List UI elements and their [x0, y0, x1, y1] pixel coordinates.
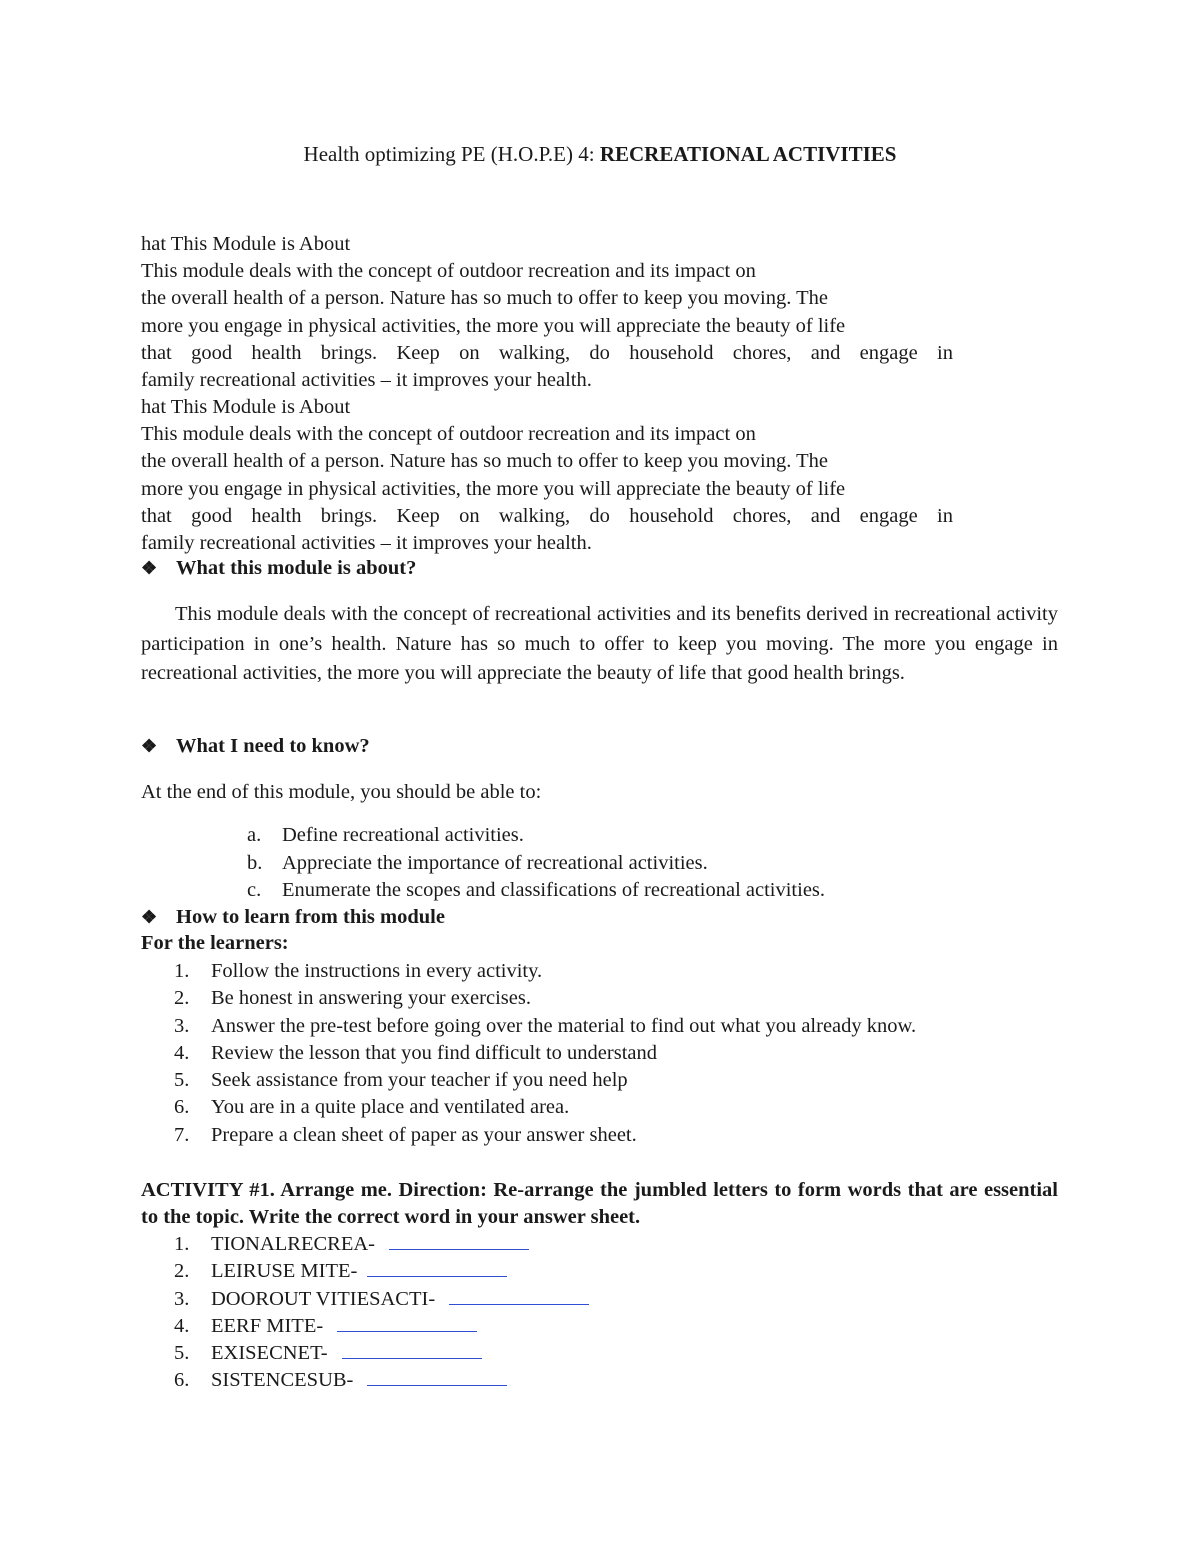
answer-blank[interactable] — [337, 1313, 477, 1332]
answer-blank[interactable] — [342, 1340, 482, 1359]
answer-blank[interactable] — [389, 1231, 529, 1250]
activity-items-list — [174, 1231, 589, 1395]
intro-block-1 — [141, 231, 953, 394]
list-marker: a. — [247, 824, 262, 846]
list-marker: 4. — [174, 1314, 190, 1337]
learner-steps-list — [174, 958, 916, 1149]
list-item — [174, 1013, 916, 1040]
answer-blank[interactable] — [367, 1367, 507, 1386]
list-item — [174, 1367, 589, 1394]
list-marker: b. — [247, 851, 263, 874]
intro-line: more you engage in physical activities, the more you will appreciate the beauty of life — [141, 314, 846, 337]
intro-block-2 — [141, 394, 953, 557]
section-heading-about — [141, 557, 416, 580]
list-item — [174, 1286, 589, 1313]
list-marker: c. — [247, 879, 262, 901]
list-item — [174, 1258, 589, 1285]
jumbled-word: DOOROUT VITIESACTI- — [211, 1287, 436, 1310]
list-marker: 3. — [174, 1287, 190, 1310]
list-marker: 1. — [174, 1233, 190, 1255]
list-item — [174, 985, 916, 1012]
intro-line: the overall health of a person. Nature has so much to offer to keep you moving. The — [141, 450, 828, 473]
list-text: Seek assistance from your teacher if you need help — [211, 1069, 628, 1092]
intro-line: family recreational activities – it improves your health. — [141, 532, 592, 555]
intro-line: more you engage in physical activities, the more you will appreciate the beauty of life — [141, 477, 846, 500]
jumbled-word: SISTENCESUB- — [211, 1369, 354, 1392]
list-marker: 5. — [174, 1342, 190, 1365]
heading-text: What this module is about? — [176, 557, 417, 579]
list-marker: 2. — [174, 987, 190, 1010]
page-title — [0, 142, 1200, 167]
diamond-bullet-icon: ❖ — [141, 907, 158, 927]
heading-text: How to learn from this module — [176, 906, 445, 928]
list-text: Appreciate the importance of recreational activities. — [282, 851, 708, 874]
objectives-list — [247, 822, 825, 905]
paragraph-text: This module deals with the concept of recreational activities and its benefits derived in recreational activity participation in one’s health. Nature has so much to offer to keep you moving. The more you engage in recreational activities, the more you will appreciate the beauty of life that good health brings. — [141, 603, 1058, 684]
list-marker: 1. — [174, 960, 190, 982]
list-item — [174, 1067, 916, 1094]
diamond-bullet-icon: ❖ — [141, 558, 158, 578]
list-marker: 4. — [174, 1041, 190, 1064]
list-marker: 3. — [174, 1014, 190, 1037]
intro-line: that good health brings. Keep on walking, do household chores, and engage in — [141, 341, 953, 364]
list-text: Review the lesson that you find difficult to understand — [211, 1041, 657, 1064]
list-text: Enumerate the scopes and classifications of recreational activities. — [282, 879, 826, 901]
objectives-lead: At the end of this module, you should be able to: — [141, 781, 542, 803]
jumbled-word: EXISECNET- — [211, 1342, 328, 1365]
section-heading-know — [141, 735, 370, 758]
list-item — [174, 1340, 589, 1367]
intro-line: hat This Module is About — [141, 233, 351, 255]
activity-instruction: ACTIVITY #1. Arrange me. Direction: Re-arrange the jumbled letters to form words that are essential to the topic. Write the correct word in your answer sheet. — [141, 1179, 1058, 1228]
learners-subheading: For the learners: — [141, 932, 289, 954]
list-marker: 7. — [174, 1123, 190, 1146]
intro-line: the overall health of a person. Nature has so much to offer to keep you moving. The — [141, 287, 828, 310]
list-item — [247, 850, 825, 878]
list-item — [174, 1122, 916, 1149]
list-marker: 6. — [174, 1096, 190, 1119]
section-heading-learn — [141, 906, 445, 929]
list-item — [247, 877, 825, 905]
answer-blank[interactable] — [367, 1258, 507, 1277]
intro-line: that good health brings. Keep on walking, do household chores, and engage in — [141, 504, 953, 527]
list-text: Define recreational activities. — [282, 824, 524, 846]
list-marker: 2. — [174, 1260, 190, 1283]
diamond-bullet-icon: ❖ — [141, 736, 158, 756]
list-text: Be honest in answering your exercises. — [211, 987, 531, 1010]
title-prefix: Health optimizing PE (H.O.P.E) 4: — [303, 142, 600, 166]
list-text: Prepare a clean sheet of paper as your answer sheet. — [211, 1123, 637, 1146]
about-paragraph — [141, 600, 1058, 689]
list-text: Answer the pre-test before going over the material to find out what you already know. — [211, 1014, 917, 1037]
intro-line: This module deals with the concept of outdoor recreation and its impact on — [141, 260, 756, 283]
list-item — [174, 1313, 589, 1340]
list-marker: 6. — [174, 1369, 190, 1392]
list-item — [174, 958, 916, 985]
list-item — [247, 822, 825, 850]
intro-line: hat This Module is About — [141, 396, 351, 418]
jumbled-word: LEIRUSE MITE- — [211, 1260, 358, 1283]
list-item — [174, 1040, 916, 1067]
answer-blank[interactable] — [449, 1286, 589, 1305]
list-item — [174, 1231, 589, 1258]
list-marker: 5. — [174, 1069, 190, 1092]
list-text: Follow the instructions in every activity. — [211, 960, 543, 982]
title-bold: RECREATIONAL ACTIVITIES — [599, 142, 897, 166]
jumbled-word: TIONALRECREA- — [211, 1233, 375, 1255]
intro-line: This module deals with the concept of outdoor recreation and its impact on — [141, 423, 756, 446]
list-item — [174, 1094, 916, 1121]
intro-line: family recreational activities – it improves your health. — [141, 369, 592, 392]
list-text: You are in a quite place and ventilated area. — [211, 1096, 570, 1119]
jumbled-word: EERF MITE- — [211, 1314, 324, 1337]
heading-text: What I need to know? — [176, 735, 370, 757]
